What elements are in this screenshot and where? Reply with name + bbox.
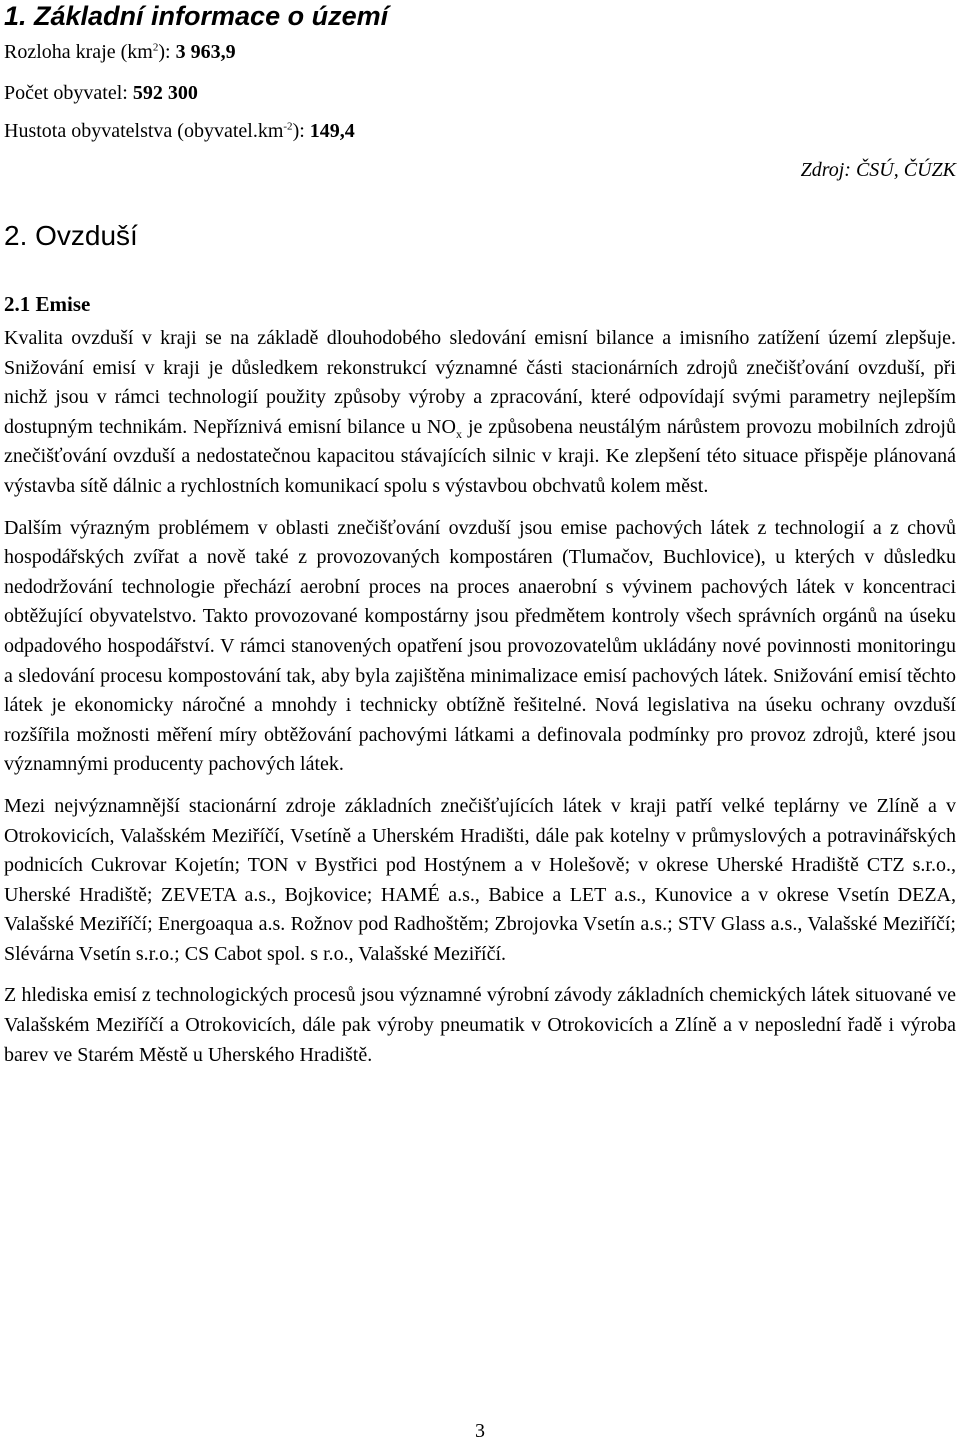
- area-superscript: 2: [152, 41, 159, 54]
- paragraph-stationary-sources: Mezi nejvýznamnější stacionární zdroje základních znečišťujících látek v kraji patří velké teplárny ve Zlíně a v Otrokovicích, Valašském Meziříčí, Vsetíně a Uherském Hradišti, dále pak kotelny v průmyslových a potravinářských podnicích Cukrovar Kojetín; TON v Bystřici pod Hostýnem a v Holešově; v okrese Uherské Hradiště CTZ s.r.o., Uherské Hradiště; ZEVETA a.s., Bojkovice; HAMÉ a.s., Babice a LET a.s., Kunovice a v okrese Vsetín DEZA, Valašské Meziříčí; Energoaqua a.s. Rožnov pod Radhoštěm; Zbrojovka Vsetín a.s.; STV Glass a.s., Valašské Meziříčí; Slévárna Vsetín s.r.o.; CS Cabot spol. s r.o., Valašské Meziříčí.: [4, 794, 956, 965]
- page-number: 3: [475, 1420, 485, 1442]
- section-1-heading: 1. Základní informace o území: [4, 1, 389, 31]
- population-line: [4, 80, 956, 106]
- area-label: Rozloha kraje (km: [4, 41, 153, 63]
- area-value: 3 963,9: [175, 41, 236, 63]
- paragraph-1-part-1: Kvalita ovzduší v kraji se na základě dlouhodobého sledování emisní bilance a imisního zatížení území zlepšuje. Snižování emisí v kraji je důsledkem rekonstrukcí významné části stacionárních zdrojů znečišťování ovzduší, při nichž jsou v rámci technologií použity způsoby výroby a zpracování, které odpovídají svými parametry nejlepším dostupným technikám. Nepříznivá emisní bilance u NO: [4, 327, 956, 438]
- section-1-header: [4, 0, 956, 30]
- document-page: [4, 0, 956, 1070]
- paragraph-technology-emissions: Z hlediska emisí z technologických procesů jsou významné výrobní závody základních chemických látek situované ve Valašském Meziříčí a Otrokovicích, dále pak výroby pneumatik v Otrokovicích a Zlíně a v neposlední řadě i výroba barev ve Starém Městě u Uherského Hradiště.: [4, 984, 956, 1066]
- paragraph-odour-emissions: Dalším výrazným problémem v oblasti znečišťování ovzduší jsou emise pachových látek z technologií a z chovů hospodářských zvířat a nově také z provozovaných kompostáren (Tlumačov, Buchlovice), u kterých v důsledku nedodržování technologie přechází aerobní proces na proces anaerobní s vývinem pachových látek v koncentraci obtěžující obyvatelstvo. Takto provozované kompostárny jsou předmětem kontroly všech správních orgánů na úseku odpadového hospodářství. V rámci stanovených opatření jsou provozovatelům ukládány nové povinnosti monitoringu a sledování procesu kompostování tak, aby byla zajištěna minimalizace emisí pachových látek. Snižování emisí těchto látek je ekonomicky náročné a mnohdy i technicky obtížně řešitelné. Nová legislativa na úseku ochrany ovzduší rozšířila možnosti měření míry obtěžování pachovými látkami a definovala podmínky pro provoz zdrojů, které jsou významnými producenty pachových látek.: [4, 516, 956, 776]
- paragraph-emission-trend: [4, 324, 956, 502]
- density-value: 149,4: [309, 120, 355, 142]
- nox-subscript: x: [455, 426, 462, 441]
- density-superscript: -2: [283, 120, 293, 133]
- density-label: Hustota obyvatelstva (obyvatel.km: [4, 120, 284, 142]
- data-source: Zdroj: ČSÚ, ČÚZK: [800, 159, 956, 181]
- density-line: [4, 118, 956, 144]
- density-suffix: ):: [292, 120, 310, 142]
- population-label: Počet obyvatel:: [4, 82, 133, 104]
- paragraph-1-part-2: je způsobena neustálým nárůstem provozu mobilních zdrojů znečišťování ovzduší a nedostatečnou kapacitou stávajících silnic v kraji. Ke zlepšení této situace přispěje plánovaná výstavba sítě dálnic a rychlostních komunikací spolu s výstavbou obchvatů kolem měst.: [4, 415, 956, 497]
- area-line: [4, 39, 956, 65]
- population-value: 592 300: [132, 82, 198, 104]
- area-suffix: ):: [158, 41, 176, 63]
- subsection-emise-heading: 2.1 Emise: [4, 292, 91, 316]
- section-2-heading: 2. Ovzduší: [4, 220, 138, 251]
